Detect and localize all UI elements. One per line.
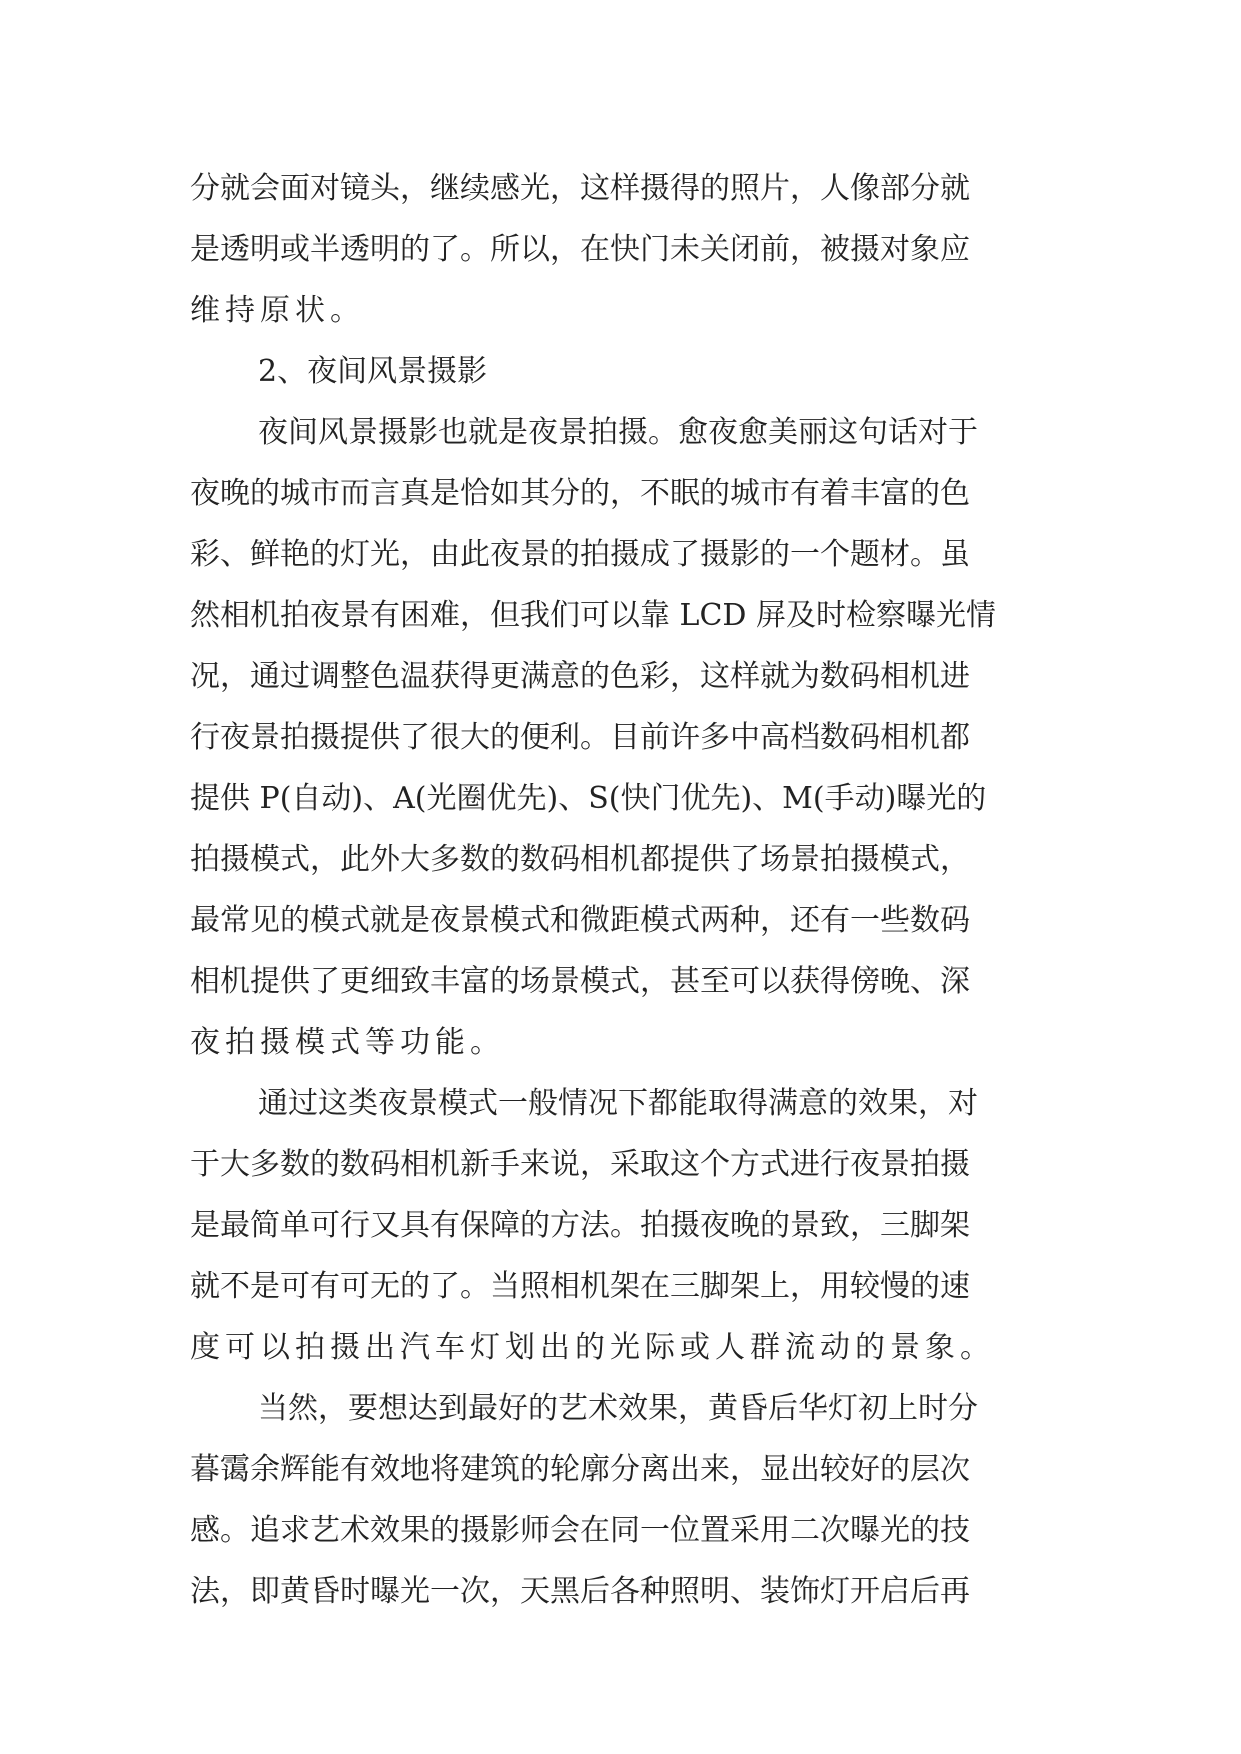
text-line: 暮霭余辉能有效地将建筑的轮廓分离出来，显出较好的层次 <box>190 1452 970 1487</box>
text-line: 2、夜间风景摄影 <box>258 354 488 389</box>
text-line: 分就会面对镜头，继续感光，这样摄得的照片，人像部分就 <box>190 171 970 206</box>
text-line: 是最简单可行又具有保障的方法。拍摄夜晚的景致，三脚架 <box>190 1208 970 1243</box>
text-line: 提供 P(自动)、A(光圈优先)、S(快门优先)、M(手动)曝光的 <box>190 781 987 816</box>
text-line: 行夜景拍摄提供了很大的便利。目前许多中高档数码相机都 <box>190 720 970 755</box>
text-line: 于大多数的数码相机新手来说，采取这个方式进行夜景拍摄 <box>190 1147 970 1182</box>
text-line: 拍摄模式，此外大多数的数码相机都提供了场景拍摄模式， <box>190 842 970 877</box>
text-line: 相机提供了更细致丰富的场景模式，甚至可以获得傍晚、深 <box>190 964 970 999</box>
text-line: 最常见的模式就是夜景模式和微距模式两种，还有一些数码 <box>190 903 970 938</box>
text-line: 夜拍摄模式等功能。 <box>190 1025 505 1060</box>
text-line: 度可以拍摄出汽车灯划出的光际或人群流动的景象。 <box>190 1330 995 1365</box>
text-line: 是透明或半透明的了。所以，在快门未关闭前，被摄对象应 <box>190 232 970 267</box>
text-line: 当然，要想达到最好的艺术效果，黄昏后华灯初上时分 <box>258 1391 978 1426</box>
text-line: 然相机拍夜景有困难，但我们可以靠 LCD 屏及时检察曝光情 <box>190 598 997 633</box>
text-line: 通过这类夜景模式一般情况下都能取得满意的效果，对 <box>258 1086 978 1121</box>
text-line: 维持原状。 <box>190 293 365 328</box>
text-line: 夜晚的城市而言真是恰如其分的，不眠的城市有着丰富的色 <box>190 476 970 511</box>
body-text <box>190 158 1052 1622</box>
text-line: 夜间风景摄影也就是夜景拍摄。愈夜愈美丽这句话对于 <box>258 415 978 450</box>
text-line: 就不是可有可无的了。当照相机架在三脚架上，用较慢的速 <box>190 1269 970 1304</box>
text-line: 彩、鲜艳的灯光，由此夜景的拍摄成了摄影的一个题材。虽 <box>190 537 970 572</box>
text-line: 法，即黄昏时曝光一次，天黑后各种照明、装饰灯开启后再 <box>190 1574 970 1609</box>
text-line: 感。追求艺术效果的摄影师会在同一位置采用二次曝光的技 <box>190 1513 970 1548</box>
text-line: 况，通过调整色温获得更满意的色彩，这样就为数码相机进 <box>190 659 970 694</box>
